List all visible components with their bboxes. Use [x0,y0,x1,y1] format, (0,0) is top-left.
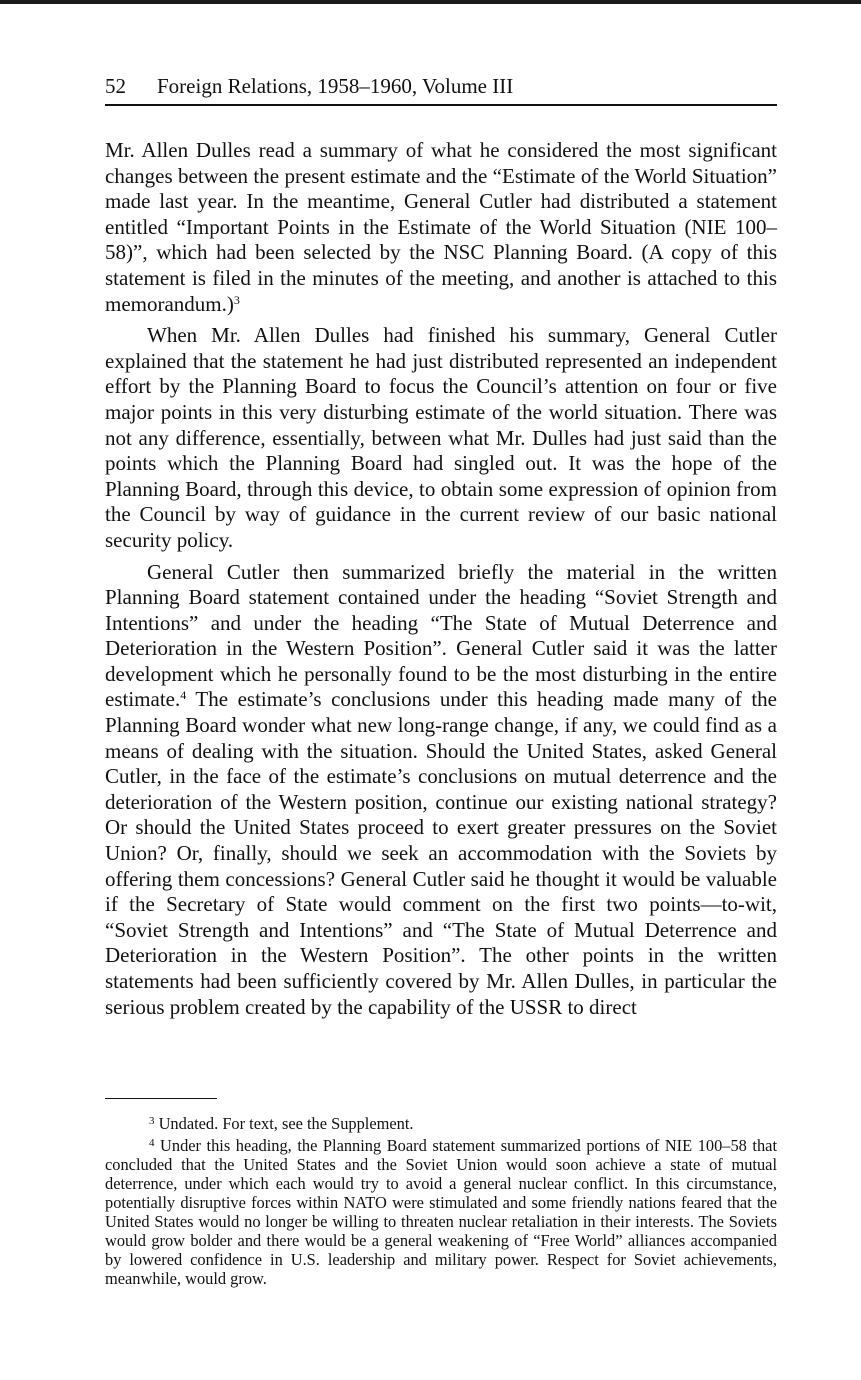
paragraph-2 [105,323,777,553]
paragraph-3-text-a: General Cutler then summarized briefly the material in the written Planning Board statement contained under the heading “Soviet Strength and Intentions” and under the heading “The State of Mutual Deterrence and Deterioration in the Western Position”. General Cutler said it was the latter development which he personally found to be the most disturbing in the entire estimate. [105,559,777,712]
paragraph-3-text-b: The estimate’s conclusions under this heading made many of the Planning Board wonder what new long-range change, if any, we could find as a means of dealing with the situation. Should the United States, asked General Cutler, in the face of the estimate’s conclusions on mutual deterrence and the deterioration of the Western position, continue our existing national strategy? Or should the United States proceed to exert greater pressures on the Soviet Union? Or, finally, should we seek an accommodation with the Soviets by offering them concessions? General Cutler said he thought it would be valuable if the Secretary of State would comment on the first two points—to-wit, “Soviet Strength and Intentions” and “The State of Mutual Deterrence and Deterioration in the Western Position”. The other points in the written statements had been sufficiently covered by Mr. Allen Dulles, in particular the serious problem created by the capability of the USSR to direct [105,687,777,1019]
paragraph-2-text: When Mr. Allen Dulles had finished his summary, General Cutler explained that the statement he had just distributed represented an independent effort by the Planning Board to focus the Council’s attention on four or five major points in this very disturbing estimate of the world situation. There was not any difference, essentially, between what Mr. Dulles had just said than the points which the Planning Board had singled out. It was the hope of the Planning Board, through this device, to obtain some expression of opinion from the Council by way of guidance in the current review of our basic national security policy. [105,323,777,552]
footnote-4-text: Under this heading, the Planning Board statement summarized portions of NIE 100–58 that concluded that the United States and the Soviet Union would soon achieve a state of mutual deterrence, under which each would try to avoid a general nuclear conflict. In this circumstance, potentially disruptive forces within NATO were stimulated and some friendly nations feared that the United States would no longer be willing to threaten nuclear retaliation in their interests. The Soviets would grow bolder and there would be a general weakening of “Free World” alliances accompanied by lowered confidence in U.S. leadership and military power. Respect for Soviet achievements, meanwhile, would grow. [105,1136,777,1288]
footnote-ref-4: 4 [180,688,187,703]
running-title: Foreign Relations, 1958–1960, Volume III [157,74,514,98]
footnote-ref-3: 3 [233,292,240,307]
footnotes [105,1114,777,1291]
footnote-3 [105,1114,777,1133]
paragraph-1 [105,138,777,317]
footnote-4 [105,1136,777,1288]
page-top-edge [0,0,861,4]
running-head [105,74,777,106]
page-number: 52 [105,74,126,98]
footnote-4-number: 4 [149,1137,155,1149]
body-text [105,138,777,1026]
footnote-3-number: 3 [149,1115,155,1127]
footnote-divider [105,1098,217,1099]
paragraph-1-text: Mr. Allen Dulles read a summary of what he considered the most significant changes between the present estimate and the “Estimate of the World Situation” made last year. In the meantime, General Cutler had distributed a statement entitled “Important Points in the Estimate of the World Situation (NIE 100–58)”, which had been selected by the NSC Planning Board. (A copy of this statement is filed in the minutes of the meeting, and another is attached to this memorandum.) [105,138,777,316]
paragraph-3 [105,560,777,1021]
footnote-3-text: Undated. For text, see the Supplement. [154,1114,414,1133]
